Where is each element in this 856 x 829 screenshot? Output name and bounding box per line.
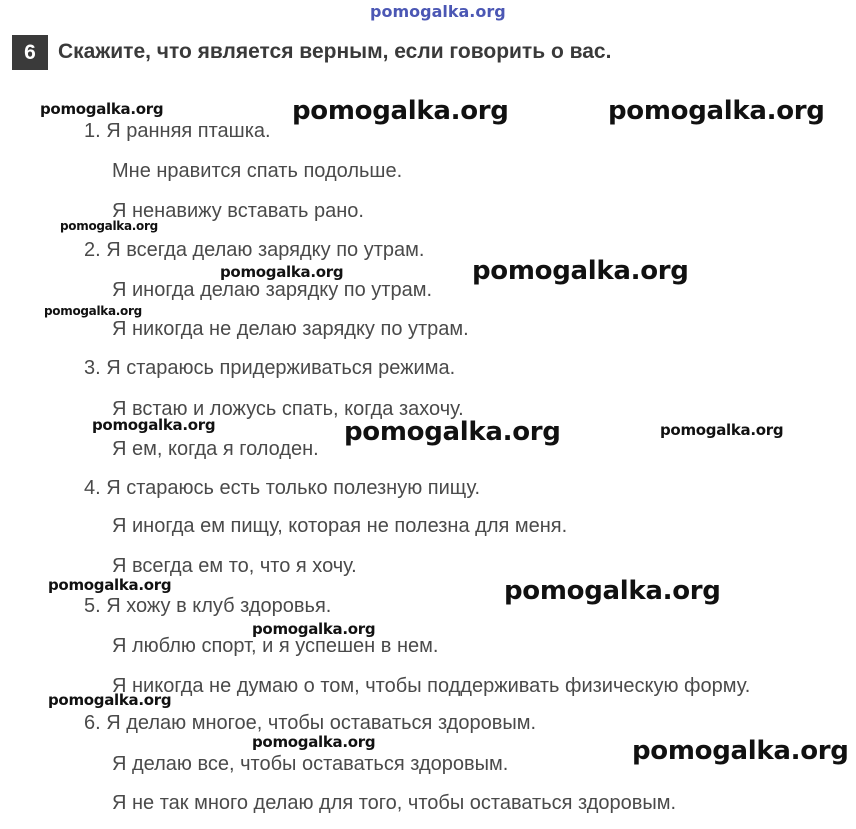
item-4-option-2: Я всегда ем то, что я хочу. [112,555,357,577]
watermark: pomogalka.org [504,576,721,606]
watermark: pomogalka.org [292,96,509,126]
item-5-statement: 5. Я хожу в клуб здоровья. [84,595,332,617]
task-number-badge: 6 [12,35,48,70]
item-6-option-2: Я не так много делаю для того, чтобы оставаться здоровым. [112,792,677,814]
watermark: pomogalka.org [48,691,172,709]
item-6-statement: 6. Я делаю многое, чтобы оставаться здоровым. [84,712,537,734]
watermark: pomogalka.org [220,263,344,281]
watermark: pomogalka.org [252,620,376,638]
item-4-option-1: Я иногда ем пищу, которая не полезна для меня. [112,515,568,537]
watermark: pomogalka.org [44,304,142,318]
watermark: pomogalka.org [344,417,561,447]
watermark: pomogalka.org [92,416,216,434]
watermark: pomogalka.org [608,96,825,126]
watermark: pomogalka.org [252,733,376,751]
watermark: pomogalka.org [48,576,172,594]
item-5-option-2: Я никогда не думаю о том, чтобы поддерживать физическую форму. [112,675,751,697]
task-title: Скажите, что является верным, если говорить о вас. [58,40,612,63]
item-1-option-1: Мне нравится спать подольше. [112,160,403,182]
watermark: pomogalka.org [632,736,849,766]
item-3-statement: 3. Я стараюсь придерживаться режима. [84,357,456,379]
item-4-statement: 4. Я стараюсь есть только полезную пищу. [84,477,481,499]
item-2-statement: 2. Я всегда делаю зарядку по утрам. [84,239,425,261]
watermark: pomogalka.org [40,100,164,118]
watermark: pomogalka.org [660,421,784,439]
item-5-option-1: Я люблю спорт, и я успешен в нем. [112,635,439,657]
item-2-option-1: Я иногда делаю зарядку по утрам. [112,279,433,301]
item-3-option-2: Я ем, когда я голоден. [112,438,319,460]
watermark: pomogalka.org [60,219,158,233]
item-3-option-1: Я встаю и ложусь спать, когда захочу. [112,398,464,420]
item-1-statement: 1. Я ранняя пташка. [84,120,271,142]
top-watermark: pomogalka.org [370,2,506,21]
item-1-option-2: Я ненавижу вставать рано. [112,200,364,222]
item-2-option-2: Я никогда не делаю зарядку по утрам. [112,318,469,340]
watermark: pomogalka.org [472,256,689,286]
item-6-option-1: Я делаю все, чтобы оставаться здоровым. [112,753,509,775]
